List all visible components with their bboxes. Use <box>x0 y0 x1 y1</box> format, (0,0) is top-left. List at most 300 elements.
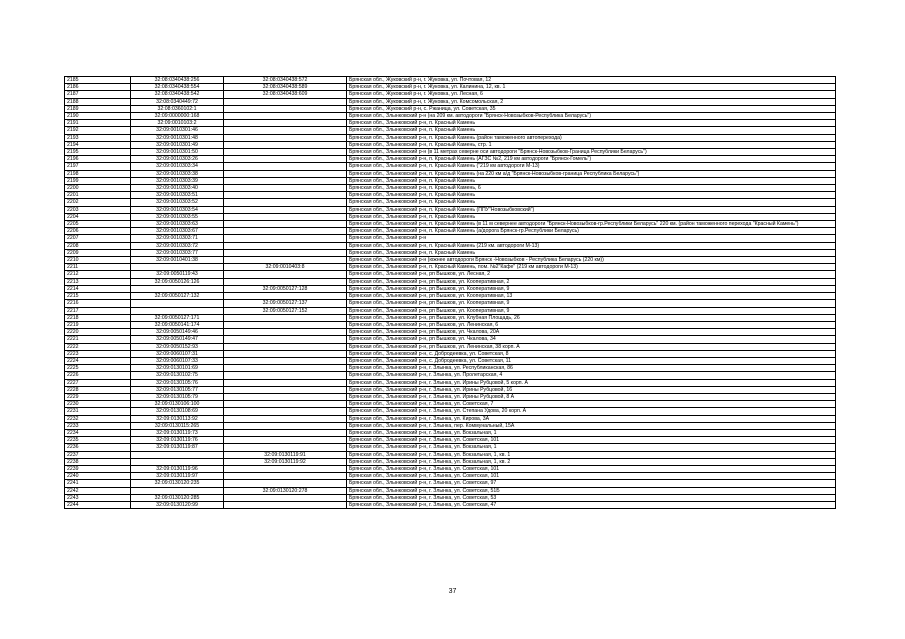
row-number-cell: 2209 <box>65 249 131 256</box>
table-row <box>65 444 836 451</box>
address-cell: Брянская обл., Злынковский р-н, г. Злынка, ул. Пролетарская, 4 <box>347 372 836 379</box>
table-row <box>65 386 836 393</box>
row-number-cell: 2186 <box>65 84 131 91</box>
table-row <box>65 350 836 357</box>
land-cadastral-number-cell: 32:09:0130115:265 <box>131 422 224 429</box>
building-cadastral-number-cell <box>224 127 347 134</box>
land-cadastral-number-cell: 32:09:0050149:46 <box>131 329 224 336</box>
table-row <box>65 249 836 256</box>
address-cell: Брянская обл., Жуковский р-н, с. Ржаница, ул. Советская, 35 <box>347 105 836 112</box>
building-cadastral-number-cell <box>224 120 347 127</box>
building-cadastral-number-cell <box>224 235 347 242</box>
address-cell: Брянская обл., Злынковский р-н (в 11 метрах северне оси автодороги "Брянск-Новозыбков-Граница Республики Беларусь") <box>347 149 836 156</box>
address-cell: Брянская обл., Злынковский р-н, п. Красный Камень ("219 км автодороги М-13) <box>347 163 836 170</box>
address-cell: Брянская обл., Злынковский р-н, п. Красный Камень <box>347 127 836 134</box>
address-cell: Брянская обл., Злынковский р-н, п. Красный Камень, пом. №2"Кафе" (219 км автодороги М-13) <box>347 264 836 271</box>
address-cell: Брянская обл., Злынковский р-н, п. Красный Камень <box>347 120 836 127</box>
address-cell: Брянская обл., Злынковский р-н (на 209 км. автодороги "Брянск-Новозыбков-Республика Беларусь") <box>347 113 836 120</box>
table-row <box>65 242 836 249</box>
row-number-cell: 2205 <box>65 221 131 228</box>
land-cadastral-number-cell: 32:09:0130119:76 <box>131 437 224 444</box>
land-cadastral-number-cell: 32:09:0010401:38 <box>131 257 224 264</box>
row-number-cell: 2232 <box>65 415 131 422</box>
building-cadastral-number-cell <box>224 357 347 364</box>
building-cadastral-number-cell <box>224 321 347 328</box>
building-cadastral-number-cell: 32:09:0050127:128 <box>224 285 347 292</box>
row-number-cell: 2201 <box>65 192 131 199</box>
table-row <box>65 156 836 163</box>
land-cadastral-number-cell: 32:09:0010303:77 <box>131 249 224 256</box>
row-number-cell: 2208 <box>65 242 131 249</box>
land-cadastral-number-cell: 32:09:0130119:96 <box>131 465 224 472</box>
table-row <box>65 77 836 84</box>
address-cell: Брянская обл., Злынковский р-н, п. Красный Камень (ППУ"Новозыбковский") <box>347 206 836 213</box>
building-cadastral-number-cell <box>224 105 347 112</box>
land-cadastral-number-cell: 32:08:0340438:554 <box>131 84 224 91</box>
address-cell: Брянская обл., Злынковский р-н, г. Злынка, ул. Кирова, 3А <box>347 415 836 422</box>
row-number-cell: 2204 <box>65 213 131 220</box>
land-cadastral-number-cell: 32:09:0130106:100 <box>131 401 224 408</box>
address-cell: Брянская обл., Жуковский р-н, г. Жуковка, ул. Калинина, 12, кв. 1 <box>347 84 836 91</box>
building-cadastral-number-cell: 32:09:0050127:152 <box>224 307 347 314</box>
land-cadastral-number-cell: 32:09:0010303:55 <box>131 213 224 220</box>
address-cell: Брянская обл., Злынковский р-н, рп Вышков, ул. Клубная Площадь, 26 <box>347 314 836 321</box>
land-cadastral-number-cell: 32:09:0010303:39 <box>131 177 224 184</box>
land-cadastral-number-cell: 32:09:0010303:54 <box>131 206 224 213</box>
table-row <box>65 206 836 213</box>
building-cadastral-number-cell <box>224 221 347 228</box>
table-row <box>65 321 836 328</box>
address-cell: Брянская обл., Злынковский р-н, г. Злынка, ул. Советская, 47 <box>347 501 836 508</box>
building-cadastral-number-cell <box>224 177 347 184</box>
building-cadastral-number-cell <box>224 156 347 163</box>
building-cadastral-number-cell <box>224 494 347 501</box>
building-cadastral-number-cell: 32:09:0130119:92 <box>224 458 347 465</box>
address-cell: Брянская обл., Злынковский р-н, г. Злынка, ул. Советская, 97 <box>347 480 836 487</box>
building-cadastral-number-cell <box>224 113 347 120</box>
land-cadastral-number-cell: 32:09:0010301:49 <box>131 141 224 148</box>
building-cadastral-number-cell <box>224 163 347 170</box>
address-cell: Брянская обл., Злынковский р-н, рп Вышков, ул. Кооперативная, 9 <box>347 300 836 307</box>
building-cadastral-number-cell: 32:08:0340438:609 <box>224 91 347 98</box>
address-cell: Брянская обл., Злынковский р-н, г. Злынка, ул. Советская, 101 <box>347 465 836 472</box>
building-cadastral-number-cell: 32:09:0130119:91 <box>224 451 347 458</box>
table-row <box>65 458 836 465</box>
row-number-cell: 2233 <box>65 422 131 429</box>
building-cadastral-number-cell <box>224 141 347 148</box>
row-number-cell: 2191 <box>65 120 131 127</box>
table-row <box>65 257 836 264</box>
row-number-cell: 2189 <box>65 105 131 112</box>
row-number-cell: 2202 <box>65 199 131 206</box>
table-row <box>65 437 836 444</box>
address-cell: Брянская обл., Злынковский р-н <box>347 235 836 242</box>
table-row <box>65 365 836 372</box>
row-number-cell: 2225 <box>65 365 131 372</box>
land-cadastral-number-cell: 32:09:0010301:48 <box>131 134 224 141</box>
land-cadastral-number-cell: 32:09:0130120:285 <box>131 494 224 501</box>
table-row <box>65 84 836 91</box>
row-number-cell: 2226 <box>65 372 131 379</box>
row-number-cell: 2227 <box>65 379 131 386</box>
address-cell: Брянская обл., Злынковский р-н, г. Злынка, ул. Вокзальная, 1 <box>347 429 836 436</box>
table-row <box>65 141 836 148</box>
row-number-cell: 2207 <box>65 235 131 242</box>
table-row <box>65 343 836 350</box>
building-cadastral-number-cell <box>224 199 347 206</box>
table-row <box>65 494 836 501</box>
table-row <box>65 307 836 314</box>
address-cell: Брянская обл., Жуковский р-н, г. Жуковка, ул. Почтовая, 12 <box>347 77 836 84</box>
building-cadastral-number-cell <box>224 365 347 372</box>
table-row <box>65 429 836 436</box>
row-number-cell: 2230 <box>65 401 131 408</box>
land-cadastral-number-cell <box>131 307 224 314</box>
table-row <box>65 473 836 480</box>
address-cell: Брянская обл., Злынковский р-н (южнее автодороги Брянск -Новозыбков - Республика Беларусь (220 км)) <box>347 257 836 264</box>
building-cadastral-number-cell <box>224 415 347 422</box>
building-cadastral-number-cell <box>224 170 347 177</box>
row-number-cell: 2231 <box>65 408 131 415</box>
land-cadastral-number-cell: 32:09:0050141:174 <box>131 321 224 328</box>
land-cadastral-number-cell: 32:09:0010303:51 <box>131 192 224 199</box>
row-number-cell: 2203 <box>65 206 131 213</box>
row-number-cell: 2217 <box>65 307 131 314</box>
building-cadastral-number-cell <box>224 185 347 192</box>
address-cell: Брянская обл., Злынковский р-н, г. Злынка, ул. Советская, 51Б <box>347 487 836 494</box>
row-number-cell: 2235 <box>65 437 131 444</box>
table-row <box>65 134 836 141</box>
building-cadastral-number-cell <box>224 343 347 350</box>
land-cadastral-number-cell <box>131 264 224 271</box>
building-cadastral-number-cell <box>224 249 347 256</box>
building-cadastral-number-cell <box>224 242 347 249</box>
building-cadastral-number-cell <box>224 422 347 429</box>
table-row <box>65 465 836 472</box>
address-cell: Брянская обл., Злынковский р-н, п. Красный Камень <box>347 199 836 206</box>
table-row <box>65 314 836 321</box>
page-number: 37 <box>448 588 457 595</box>
land-cadastral-number-cell: 32:09:0130105:79 <box>131 393 224 400</box>
land-cadastral-number-cell: 32:09:0010303:72 <box>131 242 224 249</box>
table-row <box>65 235 836 242</box>
row-number-cell: 2214 <box>65 285 131 292</box>
row-number-cell: 2218 <box>65 314 131 321</box>
row-number-cell: 2220 <box>65 329 131 336</box>
address-cell: Брянская обл., Злынковский р-н, п. Красный Камень, стр. 1 <box>347 141 836 148</box>
land-cadastral-number-cell: 32:09:0130108:69 <box>131 408 224 415</box>
address-cell: Брянская обл., Злынковский р-н, рп Вышков, ул. Кооперативная, 9 <box>347 285 836 292</box>
address-cell: Брянская обл., Злынковский р-н, г. Злынка, ул. Советская, 53 <box>347 494 836 501</box>
address-cell: Брянская обл., Злынковский р-н, рп Вышков, ул. Кооперативная, 9 <box>347 307 836 314</box>
land-cadastral-number-cell: 32:09:0000000:168 <box>131 113 224 120</box>
address-cell: Брянская обл., Злынковский р-н, п. Красный Камень (219 км. автодороги М-13) <box>347 242 836 249</box>
row-number-cell: 2197 <box>65 163 131 170</box>
address-cell: Брянская обл., Жуковский р-н, г. Жуковка, ул. Лесная, 6 <box>347 91 836 98</box>
building-cadastral-number-cell <box>224 192 347 199</box>
table-row <box>65 408 836 415</box>
row-number-cell: 2243 <box>65 494 131 501</box>
land-cadastral-number-cell: 32:09:0010303:52 <box>131 199 224 206</box>
building-cadastral-number-cell <box>224 444 347 451</box>
row-number-cell: 2236 <box>65 444 131 451</box>
table-row <box>65 451 836 458</box>
land-cadastral-number-cell <box>131 458 224 465</box>
building-cadastral-number-cell <box>224 480 347 487</box>
address-cell: Брянская обл., Злынковский р-н, г. Злынка, ул. Ирины Рубцовой, 8 А <box>347 393 836 400</box>
building-cadastral-number-cell <box>224 271 347 278</box>
land-cadastral-number-cell <box>131 300 224 307</box>
address-cell: Брянская обл., Злынковский р-н, п. Красный Камень (а/дорога Брянск-гр.Республики Беларусь) <box>347 228 836 235</box>
building-cadastral-number-cell <box>224 437 347 444</box>
row-number-cell: 2185 <box>65 77 131 84</box>
row-number-cell: 2223 <box>65 350 131 357</box>
row-number-cell: 2237 <box>65 451 131 458</box>
building-cadastral-number-cell: 32:09:0010403:8 <box>224 264 347 271</box>
table-row <box>65 271 836 278</box>
land-cadastral-number-cell: 32:09:0050119:43 <box>131 271 224 278</box>
address-cell: Брянская обл., Злынковский р-н, рп Вышков, ул. Ленинская, 6 <box>347 321 836 328</box>
address-cell: Брянская обл., Жуковский р-н, г. Жуковка, ул. Комсомольская, 2 <box>347 98 836 105</box>
address-cell: Брянская обл., Злынковский р-н, г. Злынка, ул. Ирины Рубцовой, 5 корп. А <box>347 379 836 386</box>
table-row <box>65 393 836 400</box>
table-row <box>65 120 836 127</box>
table-row <box>65 480 836 487</box>
address-cell: Брянская обл., Злынковский р-н, п. Красный Камень <box>347 177 836 184</box>
table-row <box>65 170 836 177</box>
building-cadastral-number-cell <box>224 257 347 264</box>
address-cell: Брянская обл., Злынковский р-н, п. Красный Камень (в 11 м севернее автодороги "Брянск-Новозыбков-гр.Республики Беларусь" 220 км. (район таможенного перехода "Красный Камень") <box>347 221 836 228</box>
table-row <box>65 213 836 220</box>
land-cadastral-number-cell <box>131 285 224 292</box>
land-cadastral-number-cell: 32:09:0010303:26 <box>131 156 224 163</box>
property-register-table <box>64 76 836 509</box>
address-cell: Брянская обл., Злынковский р-н, г. Злынка, ул. Вокзальная, 1, кв. 1 <box>347 451 836 458</box>
land-cadastral-number-cell: 32:09:0050127:132 <box>131 293 224 300</box>
table-row <box>65 192 836 199</box>
building-cadastral-number-cell <box>224 473 347 480</box>
land-cadastral-number-cell: 32:09:0130120:99 <box>131 501 224 508</box>
address-cell: Брянская обл., Злынковский р-н, г. Злынка, ул. Вокзальная, 1 <box>347 444 836 451</box>
table-row <box>65 293 836 300</box>
row-number-cell: 2241 <box>65 480 131 487</box>
address-cell: Брянская обл., Злынковский р-н, рп Вышков, ул. Ленинская, 38 корп. А <box>347 343 836 350</box>
table-row <box>65 300 836 307</box>
building-cadastral-number-cell <box>224 386 347 393</box>
land-cadastral-number-cell <box>131 487 224 494</box>
row-number-cell: 2198 <box>65 170 131 177</box>
table-row <box>65 487 836 494</box>
building-cadastral-number-cell <box>224 393 347 400</box>
land-cadastral-number-cell: 32:08:0340449:72 <box>131 98 224 105</box>
land-cadastral-number-cell: 32:09:0050152:93 <box>131 343 224 350</box>
land-cadastral-number-cell: 32:09:0010103:2 <box>131 120 224 127</box>
land-cadastral-number-cell: 32:09:0130105:76 <box>131 379 224 386</box>
table-row <box>65 501 836 508</box>
building-cadastral-number-cell <box>224 336 347 343</box>
row-number-cell: 2192 <box>65 127 131 134</box>
land-cadastral-number-cell <box>131 451 224 458</box>
row-number-cell: 2234 <box>65 429 131 436</box>
row-number-cell: 2228 <box>65 386 131 393</box>
building-cadastral-number-cell <box>224 401 347 408</box>
address-cell: Брянская обл., Злынковский р-н, п. Красный Камень, 6 <box>347 185 836 192</box>
table-row <box>65 149 836 156</box>
table-row <box>65 357 836 364</box>
address-cell: Брянская обл., Злынковский р-н, г. Злынка, ул. Советская, 101 <box>347 473 836 480</box>
address-cell: Брянская обл., Злынковский р-н, рп Вышков, ул. Лесная, 2 <box>347 271 836 278</box>
row-number-cell: 2210 <box>65 257 131 264</box>
land-cadastral-number-cell: 32:09:0130119:97 <box>131 473 224 480</box>
address-cell: Брянская обл., Злынковский р-н, г. Злынка, ул. Ирины Рубцовой, 16 <box>347 386 836 393</box>
building-cadastral-number-cell <box>224 278 347 285</box>
building-cadastral-number-cell <box>224 408 347 415</box>
table-row <box>65 221 836 228</box>
building-cadastral-number-cell <box>224 228 347 235</box>
land-cadastral-number-cell: 32:09:0010303:40 <box>131 185 224 192</box>
row-number-cell: 2190 <box>65 113 131 120</box>
building-cadastral-number-cell <box>224 350 347 357</box>
land-cadastral-number-cell: 32:09:0130119:87 <box>131 444 224 451</box>
address-cell: Брянская обл., Злынковский р-н, рп Вышков, ул. Чкалова, 34 <box>347 336 836 343</box>
address-cell: Брянская обл., Злынковский р-н, г. Злынка, ул. Степана Удова, 20 корп. А <box>347 408 836 415</box>
table-row <box>65 177 836 184</box>
row-number-cell: 2213 <box>65 278 131 285</box>
building-cadastral-number-cell: 32:09:0130120:278 <box>224 487 347 494</box>
address-cell: Брянская обл., Злынковский р-н, рп Вышков, ул. Кооперативная, 13 <box>347 293 836 300</box>
address-cell: Брянская обл., Злынковский р-н, г. Злынка, ул. Вокзальная, 1, кв. 2 <box>347 458 836 465</box>
address-cell: Брянская обл., Злынковский р-н, п. Красный Камень <box>347 249 836 256</box>
row-number-cell: 2222 <box>65 343 131 350</box>
land-cadastral-number-cell: 32:09:0050149:47 <box>131 336 224 343</box>
row-number-cell: 2238 <box>65 458 131 465</box>
table-row <box>65 105 836 112</box>
address-cell: Брянская обл., Злынковский р-н, п. Красный Камень <box>347 192 836 199</box>
table-row <box>65 329 836 336</box>
address-cell: Брянская обл., Злынковский р-н, п. Красный Камень (АГЗС №2, 219 км автодороги "Брянск-Гомель") <box>347 156 836 163</box>
table-row <box>65 422 836 429</box>
address-cell: Брянская обл., Злынковский р-н, г. Злынка, ул. Советская, 101 <box>347 437 836 444</box>
row-number-cell: 2212 <box>65 271 131 278</box>
building-cadastral-number-cell <box>224 134 347 141</box>
land-cadastral-number-cell: 32:09:0130119:73 <box>131 429 224 436</box>
register-table-body <box>65 77 836 509</box>
row-number-cell: 2229 <box>65 393 131 400</box>
building-cadastral-number-cell <box>224 314 347 321</box>
table-row <box>65 127 836 134</box>
address-cell: Брянская обл., Злынковский р-н, г. Злынка, ул. Республиканская, 86 <box>347 365 836 372</box>
land-cadastral-number-cell: 32:09:0010303:71 <box>131 235 224 242</box>
row-number-cell: 2244 <box>65 501 131 508</box>
land-cadastral-number-cell: 32:09:0010301:50 <box>131 149 224 156</box>
table-row <box>65 372 836 379</box>
table-row <box>65 163 836 170</box>
building-cadastral-number-cell <box>224 98 347 105</box>
table-row <box>65 379 836 386</box>
building-cadastral-number-cell <box>224 293 347 300</box>
row-number-cell: 2216 <box>65 300 131 307</box>
building-cadastral-number-cell <box>224 379 347 386</box>
row-number-cell: 2196 <box>65 156 131 163</box>
land-cadastral-number-cell: 32:09:0130120:235 <box>131 480 224 487</box>
land-cadastral-number-cell: 32:09:0010303:38 <box>131 170 224 177</box>
building-cadastral-number-cell: 32:09:0050127:137 <box>224 300 347 307</box>
address-cell: Брянская обл., Злынковский р-н, п. Красный Камень <box>347 213 836 220</box>
building-cadastral-number-cell <box>224 465 347 472</box>
address-cell: Брянская обл., Злынковский р-н, рп Вышков, ул. Чкалова, 20А <box>347 329 836 336</box>
address-cell: Брянская обл., Злынковский р-н, п. Красный Камень (район таможенного автоперехода) <box>347 134 836 141</box>
address-cell: Брянская обл., Злынковский р-н, с. Добродеевка, ул. Советская, 8 <box>347 350 836 357</box>
table-row <box>65 415 836 422</box>
row-number-cell: 2188 <box>65 98 131 105</box>
building-cadastral-number-cell: 32:08:0340438:572 <box>224 77 347 84</box>
land-cadastral-number-cell: 32:09:0010303:63 <box>131 221 224 228</box>
building-cadastral-number-cell <box>224 501 347 508</box>
row-number-cell: 2206 <box>65 228 131 235</box>
row-number-cell: 2224 <box>65 357 131 364</box>
land-cadastral-number-cell: 32:09:0060107:33 <box>131 357 224 364</box>
land-cadastral-number-cell: 32:09:0130105:77 <box>131 386 224 393</box>
row-number-cell: 2221 <box>65 336 131 343</box>
address-cell: Брянская обл., Злынковский р-н, г. Злынка, пер. Коммунальный, 15А <box>347 422 836 429</box>
table-row <box>65 98 836 105</box>
row-number-cell: 2199 <box>65 177 131 184</box>
table-row <box>65 264 836 271</box>
building-cadastral-number-cell <box>224 329 347 336</box>
land-cadastral-number-cell: 32:09:0130113:92 <box>131 415 224 422</box>
address-cell: Брянская обл., Злынковский р-н, с. Добродеевка, ул. Советская, 11 <box>347 357 836 364</box>
row-number-cell: 2195 <box>65 149 131 156</box>
land-cadastral-number-cell: 32:08:0340438:542 <box>131 91 224 98</box>
table-row <box>65 336 836 343</box>
address-cell: Брянская обл., Злынковский р-н, п. Красный Камень (на 220 км а/д "Брянск-Новозыбков-граница Республика Беларусь") <box>347 170 836 177</box>
building-cadastral-number-cell: 32:08:0340438:589 <box>224 84 347 91</box>
row-number-cell: 2219 <box>65 321 131 328</box>
land-cadastral-number-cell: 32:09:0010303:67 <box>131 228 224 235</box>
land-cadastral-number-cell: 32:09:0050126:126 <box>131 278 224 285</box>
land-cadastral-number-cell: 32:09:0130102:75 <box>131 372 224 379</box>
land-cadastral-number-cell: 32:09:0010303:34 <box>131 163 224 170</box>
table-row <box>65 91 836 98</box>
address-cell: Брянская обл., Злынковский р-н, рп Вышков, ул. Кооперативная, 2 <box>347 278 836 285</box>
table-row <box>65 228 836 235</box>
row-number-cell: 2239 <box>65 465 131 472</box>
row-number-cell: 2215 <box>65 293 131 300</box>
table-row <box>65 185 836 192</box>
land-cadastral-number-cell: 32:09:0010301:46 <box>131 127 224 134</box>
row-number-cell: 2240 <box>65 473 131 480</box>
land-cadastral-number-cell: 32:08:0360102:1 <box>131 105 224 112</box>
address-cell: Брянская обл., Злынковский р-н, г. Злынка, ул. Советская, 7 <box>347 401 836 408</box>
land-cadastral-number-cell: 32:09:0050127:171 <box>131 314 224 321</box>
table-row <box>65 199 836 206</box>
row-number-cell: 2193 <box>65 134 131 141</box>
table-row <box>65 278 836 285</box>
building-cadastral-number-cell <box>224 206 347 213</box>
row-number-cell: 2242 <box>65 487 131 494</box>
building-cadastral-number-cell <box>224 429 347 436</box>
table-row <box>65 113 836 120</box>
table-row <box>65 401 836 408</box>
land-cadastral-number-cell: 32:09:0060107:31 <box>131 350 224 357</box>
land-cadastral-number-cell: 32:08:0340438:256 <box>131 77 224 84</box>
land-cadastral-number-cell: 32:09:0130101:69 <box>131 365 224 372</box>
building-cadastral-number-cell <box>224 213 347 220</box>
row-number-cell: 2194 <box>65 141 131 148</box>
row-number-cell: 2187 <box>65 91 131 98</box>
row-number-cell: 2200 <box>65 185 131 192</box>
row-number-cell: 2211 <box>65 264 131 271</box>
